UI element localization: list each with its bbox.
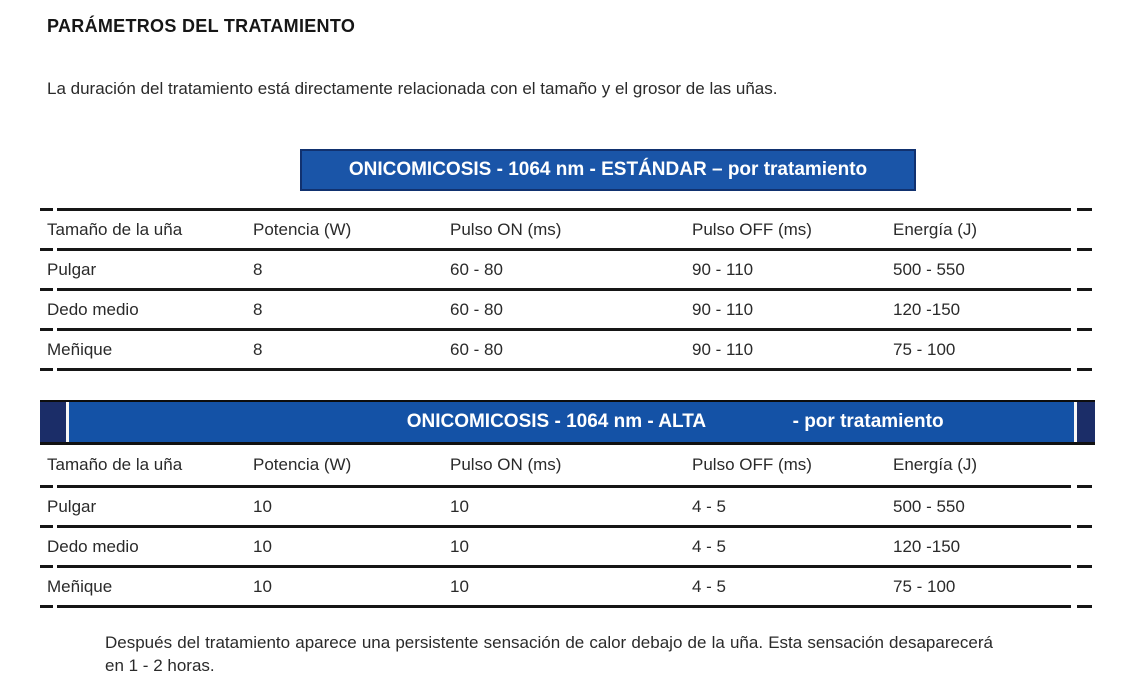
table-cell: 500 - 550 <box>893 259 965 279</box>
table-cell: 4 - 5 <box>692 496 727 516</box>
table-header-row <box>40 445 1092 485</box>
table-cell: 4 - 5 <box>692 536 727 556</box>
table-cell: 120 -150 <box>893 536 961 556</box>
table-row <box>40 528 1092 565</box>
table-cell: 60 - 80 <box>450 299 503 319</box>
table-alta <box>40 445 1092 608</box>
title-bar-end-cell <box>1077 402 1095 442</box>
table-cell: Meñique <box>47 339 113 359</box>
column-header: Potencia (W) <box>253 219 352 239</box>
table-cell: 10 <box>253 576 272 596</box>
table2-title: ONICOMICOSIS - 1064 nm - ALTA <box>406 411 707 432</box>
table-cell: 8 <box>253 299 263 319</box>
intro-paragraph: La duración del tratamiento está directamente relacionada con el tamaño y el grosor de las uñas. <box>47 79 778 98</box>
column-header: Pulso OFF (ms) <box>692 219 812 239</box>
table1-title-bar <box>300 149 916 191</box>
table-cell: Pulgar <box>47 496 97 516</box>
table-cell: 120 -150 <box>893 299 961 319</box>
column-header: Pulso ON (ms) <box>450 219 562 239</box>
table-row <box>40 331 1092 368</box>
table-rule <box>40 605 1092 608</box>
table-cell: 10 <box>253 496 272 516</box>
table-header-row <box>40 211 1092 248</box>
table-cell: Meñique <box>47 576 113 596</box>
table-estandar <box>40 208 1092 371</box>
table-cell: 90 - 110 <box>692 299 754 319</box>
page-title: PARÁMETROS DEL TRATAMIENTO <box>47 16 356 36</box>
table-rule <box>40 368 1092 371</box>
table-cell: 60 - 80 <box>450 259 503 279</box>
table-cell: 10 <box>450 576 469 596</box>
column-header: Tamaño de la uña <box>47 455 183 474</box>
table-cell: Dedo medio <box>47 299 139 319</box>
table-row <box>40 568 1092 605</box>
table-row <box>40 291 1092 328</box>
table-cell: 8 <box>253 259 263 279</box>
table-cell: 90 - 110 <box>692 259 754 279</box>
table-cell: 10 <box>450 496 469 516</box>
table2-title-area <box>69 402 1074 442</box>
table-cell: 75 - 100 <box>893 339 956 359</box>
column-header: Energía (J) <box>893 455 978 474</box>
column-header: Potencia (W) <box>253 455 352 474</box>
footnote-paragraph: Después del tratamiento aparece una persistente sensación de calor debajo de la uña. Esta sensación desaparecerá en 1 - 2 horas. <box>105 633 993 675</box>
table-cell: 60 - 80 <box>450 339 503 359</box>
table-cell: 75 - 100 <box>893 576 956 596</box>
table-cell: 10 <box>450 536 469 556</box>
table-row <box>40 251 1092 288</box>
table-cell: 4 - 5 <box>692 576 727 596</box>
column-header: Energía (J) <box>893 219 978 239</box>
table-cell: 500 - 550 <box>893 496 965 516</box>
table-cell: 8 <box>253 339 263 359</box>
column-header: Pulso OFF (ms) <box>692 455 812 474</box>
table-cell: 90 - 110 <box>692 339 754 359</box>
table-cell: Dedo medio <box>47 536 139 556</box>
table-cell: 10 <box>253 536 272 556</box>
table2-title-suffix: - por tratamiento <box>792 411 944 432</box>
table2-title-bar <box>40 400 1095 445</box>
table-cell: Pulgar <box>47 259 97 279</box>
table-row <box>40 488 1092 525</box>
title-bar-end-cell <box>40 402 66 442</box>
column-header: Pulso ON (ms) <box>450 455 562 474</box>
column-header: Tamaño de la uña <box>47 219 183 239</box>
table1-title: ONICOMICOSIS - 1064 nm - ESTÁNDAR – por tratamiento <box>348 159 868 180</box>
